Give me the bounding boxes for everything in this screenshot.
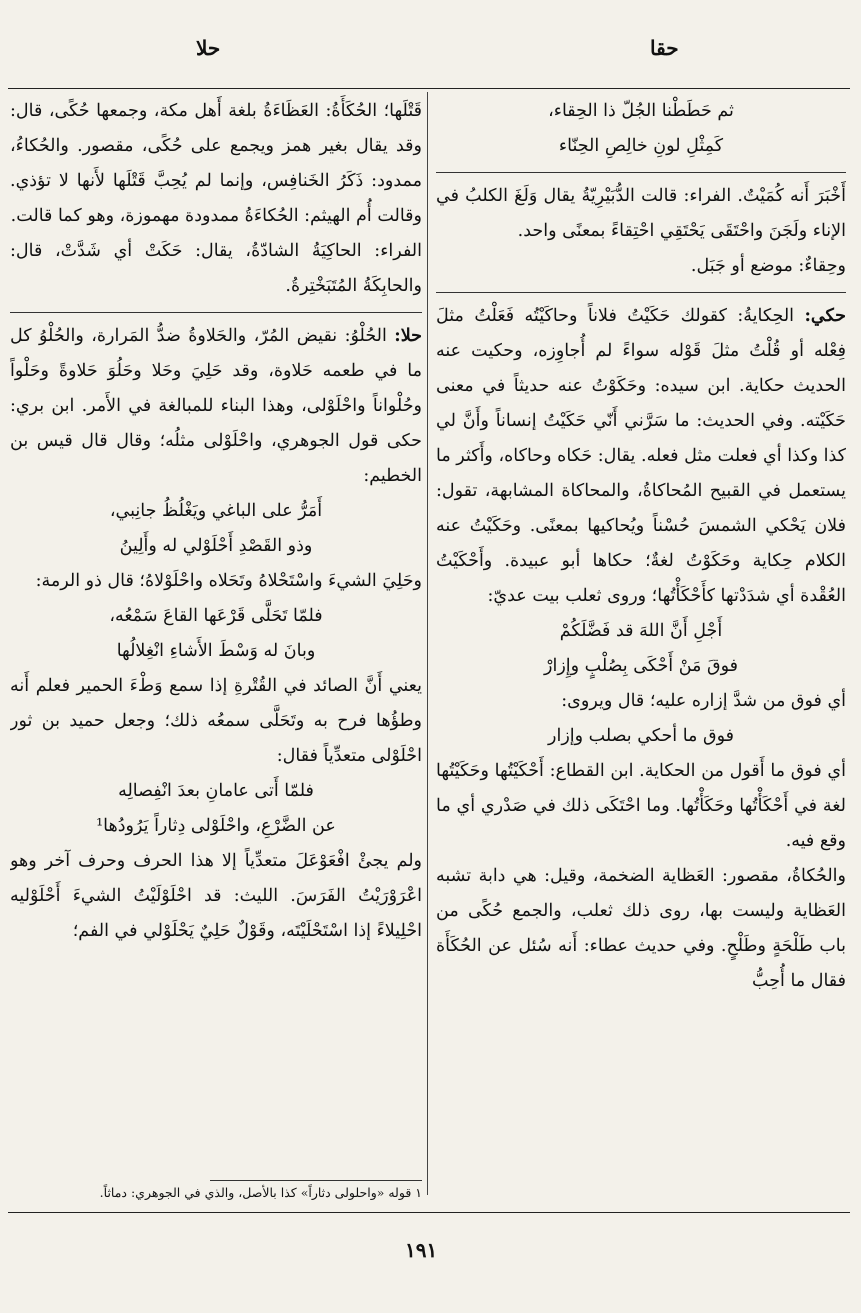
verse-line: كَمِثْلِ لونِ خالِصِ الحِنّاء (558, 136, 724, 156)
header-left-word: حلا (196, 36, 221, 60)
verse-line: أَجْلِ أَنَّ اللهَ قد فَضَّلَكُمْ (559, 621, 723, 641)
paragraph: وحَلِيَ الشيءَ واسْتَحْلاهُ وتَحَلاه واحْلَوْلاهُ؛ قال ذو الرمة: (35, 571, 422, 591)
entry-headword: حكي: (804, 306, 846, 326)
footnote-rule (210, 1180, 422, 1181)
paragraph: أي فوق من شدَّ إزاره عليه؛ قال ويروى: (561, 691, 846, 711)
verse-line: وبانَ له وَسْطَ الأَشاءِ انْغِلالُها (116, 641, 316, 661)
footnote: ١ قوله «واحلولى دثاراً» كذا بالأصل، والذي في الجوهري: دماثاً. (99, 1185, 422, 1200)
verse-line: أَمَرُّ على الباغي ويَغْلُظُ جانِبي، (109, 501, 323, 521)
verse-line: عن الضَّرْعِ، واحْلَوْلى دِثاراً يَرُودُها¹ (96, 816, 336, 836)
column-divider (427, 92, 428, 1195)
verse-line: فلمّا تَحَلَّى قَرْعَها القاعَ سَمْعُه، (109, 606, 323, 626)
paragraph: ولم يجئْ افْعَوْعَلَ متعدِّياً إلا هذا الحرف وحرف آخر وهو اعْرَوْرَيْتُ الفَرَسَ. الليث: قد احْلَوْلَيْتُ الشيءَ أَحْلَوْليه احْلِيلاءً إذا اسْتَحْلَيْتَه، وقَوْلٌ حَلِيٌ يَحْلَوْلي في الفم؛ (10, 851, 422, 941)
entry-separator (436, 292, 846, 293)
verse-line: ثم حَطَطْنا الجُلّ ذا الحِقاء، (548, 101, 734, 121)
header-right-word: حقا (650, 36, 679, 60)
entry-separator (10, 312, 422, 313)
entry-text: الحُلْوُ: نقيض المُرّ، والحَلاوةُ ضدُّ المَرارة، والحُلْوُ كل ما في طعمه حَلاوة، وقد حَلِيَ وحَلا وحَلُوَ حَلاوةً وحَلْواً وحُلْواناً واحْلَوْلى، وهذا البناء للمبالغة في الأَمر. ابن بري: حكى قول الجوهري، واحْلَوْلى مثلُه؛ وقال قال قيس بن الخطيم: (10, 326, 422, 486)
header-rule (8, 88, 850, 89)
right-column (436, 94, 846, 1194)
paragraph: والحُكاةُ، مقصور: العَظاية الضخمة، وقيل: هي دابة تشبه العَظاية وليست بها، روى ذلك ثعلب، والجمع حُكًى من باب طَلْحَةٍ وطَلْحٍ. وفي حديث عطاء: أَنه سُئل عن الحُكَأَة فقال ما أُحِبُّ (436, 866, 846, 991)
paragraph: يعني أَنَّ الصائد في القُتْرةِ إذا سمع وَطْءَ الحمير فعلم أَنه وطؤُها فرح به وتَحَلَّى سمعُه ذلك؛ وجعل حميد بن ثور احْلَوْلى متعدِّياً فقال: (10, 676, 422, 766)
paragraph: أي فوق ما أَقول من الحكاية. ابن القطاع: أَحْكَيْتُها وحَكَيْتُها لغة في أَحْكَأْتُها وحَكَأْتُها. وما احْتَكَى ذلك في صَدْري أي ما وقع فيه. (436, 761, 846, 851)
verse-line: فوق ما أحكي بصلب وإزار (548, 726, 734, 746)
dictionary-entry (436, 299, 846, 614)
page-number: ١٩١ (405, 1238, 438, 1262)
verse-line: وذو القَصْدِ أَحْلَوْلي له وأَلِينُ (119, 536, 313, 556)
entry-headword: حلا: (394, 326, 422, 346)
paragraph: أَخْبَرَ أَنه كُمَيْتٌ. الفراء: قالت الدُّبَيْرِيّةُ يقال وَلَغَ الكلبُ في الإناء ولَجَنَ واحْتَقَى يَحْتَقِي احْتِقاءً بمعنًى واحد. (436, 186, 846, 241)
entry-separator (436, 172, 846, 173)
verse-line: فوقَ مَنْ أَحْكَى بِصُلْبٍ وإِزارْ (544, 656, 738, 676)
verse-line: فلمّا أَتى عامانِ بعدَ انْفِصالِه (118, 781, 314, 801)
paragraph: وحِقاءٌ: موضع أو جَبَل. (690, 256, 846, 276)
paragraph: قَتْلَها؛ الحُكَأَةُ: العَظَاءَةُ بلغة أَهل مكة، وجمعها حُكًى، قال: وقد يقال بغير همز ويجمع على حُكًى، مقصور. والحُكاءُ، ممدود: ذَكَرُ الخَنافِس، وإنما لم يُحِبَّ قَتْلَها لأَنها لا تؤذي. وقالت أُم الهيثم: الحُكاءَةُ ممدودة مهموزة، وهو كما قالت. (10, 101, 422, 226)
dictionary-entry (10, 319, 422, 494)
left-column (10, 94, 422, 1174)
footer-rule (8, 1212, 850, 1213)
paragraph: الفراء: الحاكِيَةُ الشادّةُ، يقال: حَكَتْ أي شَدَّتْ، قال: والحابِكَةُ المُتَبَخْتِرةُ. (10, 241, 422, 296)
entry-text: الحِكايةُ: كقولك حَكَيْتُ فلاناً وحاكَيْتُه فَعَلْتُ مثلَ فِعْله أو قُلْتُ مثلَ قَوْله سواءً لم أُجاوِزه، وحكيت عنه الحديث حكاية. ابن سيده: وحَكَوْتُ عنه حديثاً في معنى حَكَيْته. وفي الحديث: ما سَرَّني أَنّي حَكَيْتُ إنساناً وأَنَّ لي كذا وكذا أي فعلت مثل فعله. يقال: حَكاه وحاكاه، وأَكثر ما يستعمل في القبيح المُحاكاةُ، والمحاكاة المشابهة، تقول: فلان يَحْكي الشمسَ حُسْناً ويُحاكيها بمعنًى. وحَكَيْتُ عنه الكلام حِكاية وحَكَوْتُ لغةٌ؛ حكاها أبو عبيدة. وأَحْكَيْتُ العُقْدة أي شدَدْتها كأَحْكَأْتُها؛ وروى ثعلب بيت عديّ: (436, 306, 846, 606)
